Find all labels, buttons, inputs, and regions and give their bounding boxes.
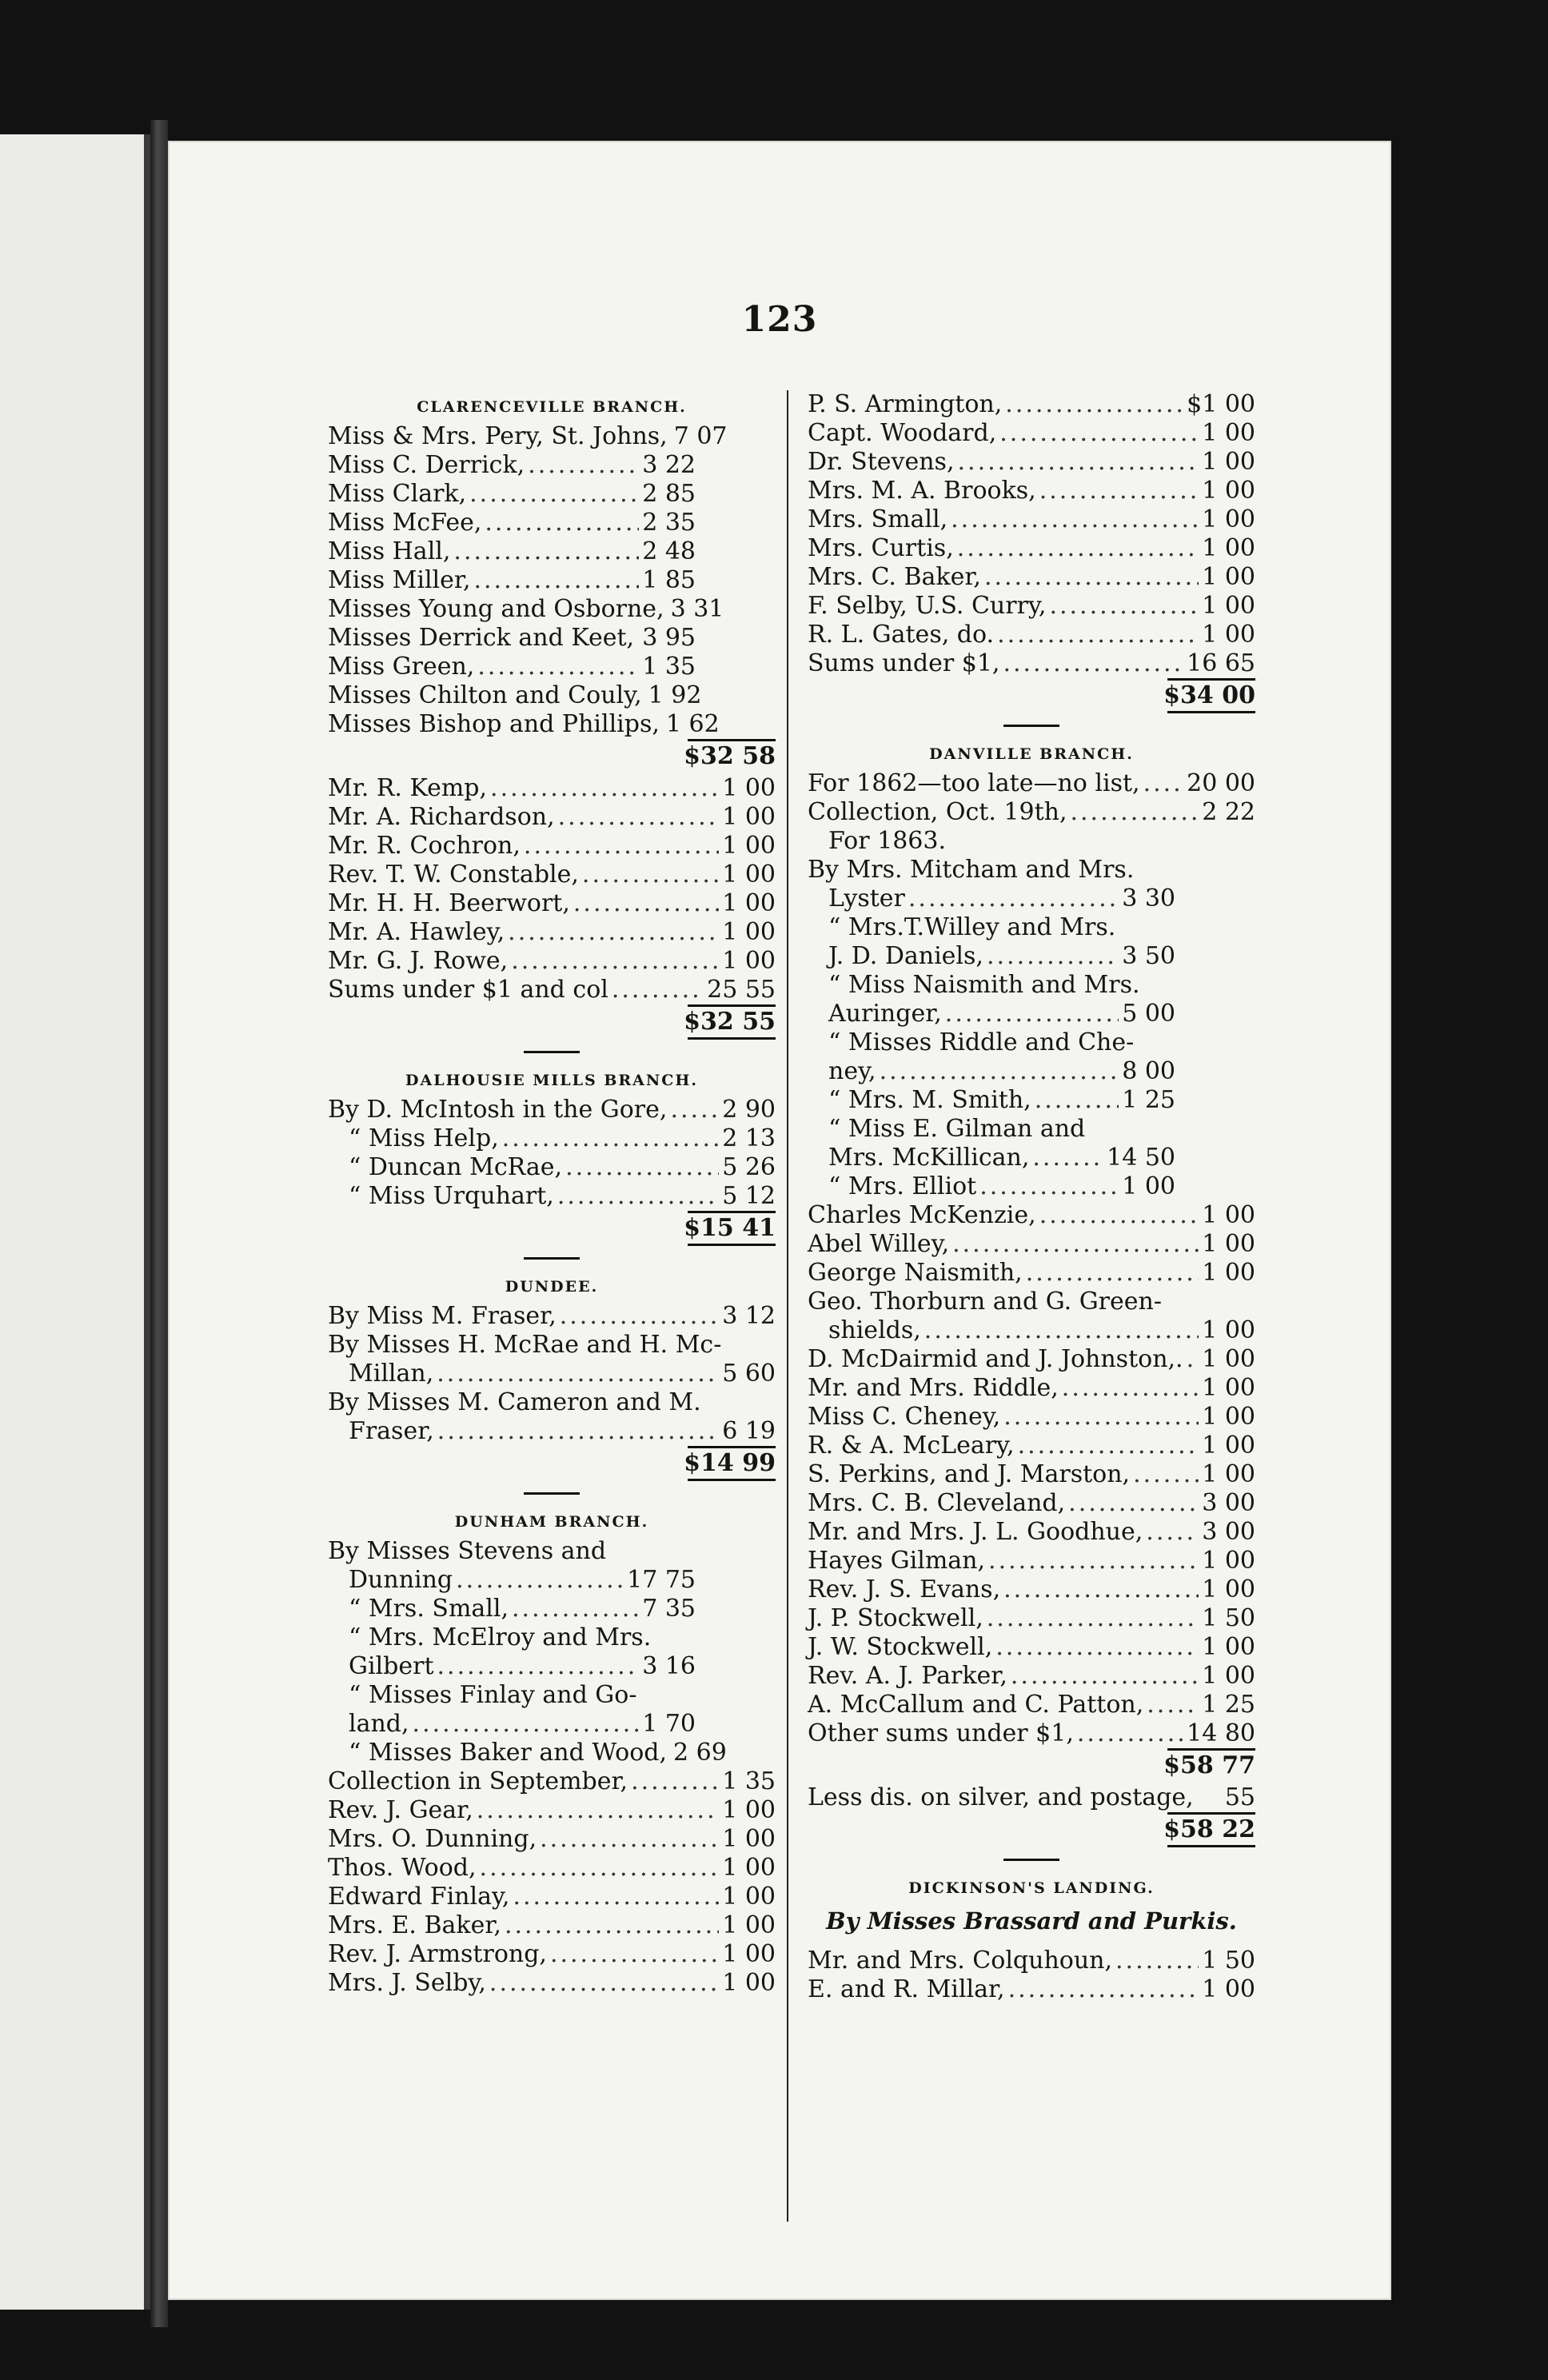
- list-item: [328, 1969, 776, 1998]
- entry-name: “ Mrs. Elliot: [828, 1172, 977, 1200]
- list-item: [808, 1662, 1255, 1691]
- entry-name: Dunning: [349, 1566, 453, 1594]
- section-heading-dickinson: DICKINSON'S LANDING.: [908, 1879, 1155, 1897]
- entry-amount: 1 00: [722, 1825, 776, 1853]
- list-item: [808, 1000, 1255, 1028]
- entry-name: Misses Chilton and Couly,: [328, 681, 642, 709]
- entry-amount: 1 00: [1202, 448, 1255, 476]
- list-item: [808, 1172, 1255, 1201]
- list-item: [328, 1124, 776, 1153]
- list-item: [328, 861, 776, 889]
- list-item: [328, 774, 776, 803]
- list-item: [808, 1719, 1255, 1748]
- entry-name: D. McDairmid and J. Johnston,.: [808, 1345, 1183, 1373]
- dundee-total: $14 99: [328, 1446, 776, 1481]
- list-item: [328, 681, 776, 710]
- section-divider: [328, 1481, 776, 1505]
- entry-name: “ Misses Riddle and Che-: [828, 1028, 1135, 1056]
- entry-name: A. McCallum and C. Patton,: [808, 1691, 1144, 1719]
- entry-amount: 1 00: [1202, 1633, 1255, 1661]
- entry-name: “ Misses Finlay and Go-: [349, 1681, 637, 1709]
- entry-name: Mrs. M. A. Brooks,: [808, 477, 1036, 505]
- list-item: [328, 889, 776, 918]
- column-rule: [787, 390, 788, 2222]
- entry-amount: 3 31: [670, 595, 724, 623]
- list-item: [808, 1057, 1255, 1086]
- section-divider: [328, 1246, 776, 1270]
- entry-name: Mr. and Mrs. Riddle,: [808, 1374, 1059, 1402]
- list-item: [328, 566, 776, 595]
- list-item: [808, 1633, 1255, 1662]
- entry-name: Rev. A. J. Parker,: [808, 1662, 1007, 1690]
- entry-name: Charles McKenzie,: [808, 1201, 1036, 1229]
- list-item: [328, 1681, 776, 1710]
- entry-amount: 1 50: [1202, 1947, 1255, 1975]
- list-item: [328, 480, 776, 509]
- list-item: [808, 1691, 1255, 1719]
- list-item: [328, 976, 776, 1004]
- entry-amount: 1 35: [722, 1767, 776, 1795]
- entry-name: J. W. Stockwell,: [808, 1633, 993, 1661]
- entry-name: Miss McFee,: [328, 509, 482, 537]
- list-item: [808, 798, 1255, 827]
- list-item: [808, 885, 1255, 913]
- entry-name: Mrs. C. Baker,: [808, 563, 981, 591]
- list-item: [328, 537, 776, 566]
- entry-name: land,: [349, 1710, 409, 1738]
- entry-amount: 8 00: [1122, 1057, 1175, 1085]
- list-item: [808, 1975, 1255, 2004]
- entry-name: By D. McIntosh in the Gore,: [328, 1096, 668, 1124]
- entry-name: Mr. A. Richardson,: [328, 803, 555, 831]
- entry-amount: 3 00: [1202, 1518, 1255, 1546]
- entry-name: Lyster: [828, 885, 905, 912]
- entry-amount: 2 35: [642, 509, 696, 537]
- entry-amount: 1 00: [1202, 621, 1255, 649]
- entry-amount: 1 70: [642, 1710, 696, 1738]
- section-heading-danville: DANVILLE BRANCH.: [929, 745, 1134, 763]
- entry-name: Mrs. O. Dunning,: [328, 1825, 537, 1853]
- entry-amount: 2 22: [1202, 798, 1255, 826]
- list-item: [328, 1623, 776, 1652]
- top-right-list: [808, 390, 1255, 678]
- list-item: [328, 509, 776, 537]
- entry-amount: 17 75: [627, 1566, 696, 1594]
- entry-amount: 16 65: [1187, 649, 1255, 677]
- entry-amount: 6 19: [722, 1417, 776, 1445]
- entry-name: Miss Hall,: [328, 537, 451, 565]
- entry-amount: 1 00: [722, 774, 776, 802]
- entry-amount: 1 00: [1202, 477, 1255, 505]
- entry-name: Mr. R. Kemp,: [328, 774, 488, 802]
- entry-name: Misses Young and Osborne,: [328, 595, 664, 623]
- entry-name: “ Mrs.T.Willey and Mrs.: [828, 913, 1116, 941]
- entry-name: “ Mrs. M. Smith,: [828, 1086, 1031, 1114]
- entry-amount: 5 60: [722, 1360, 776, 1388]
- entry-name: Miss Green,: [328, 653, 475, 681]
- list-item: [808, 1547, 1255, 1575]
- entry-amount: 1 00: [1202, 1662, 1255, 1690]
- entry-name: “ Mrs. Small,: [349, 1595, 509, 1623]
- entry-amount: 1 00: [1202, 1403, 1255, 1431]
- entry-name: Mr. G. J. Rowe,: [328, 947, 509, 975]
- dunham-list-2: [328, 1767, 776, 1998]
- entry-name: Mrs. E. Baker,: [328, 1911, 501, 1939]
- entry-name: Miss & Mrs. Pery, St. Johns,: [328, 422, 668, 450]
- entry-name: shields,: [828, 1316, 921, 1344]
- list-item: [328, 1652, 776, 1681]
- entry-name: P. S. Armington,: [808, 390, 1003, 418]
- entry-amount: 2 13: [722, 1124, 776, 1152]
- entry-amount: 7 07: [673, 422, 728, 450]
- list-item: [328, 1537, 776, 1566]
- entry-name: Mrs. J. Selby,: [328, 1969, 486, 1997]
- entry-amount: 1 25: [1122, 1086, 1175, 1114]
- entry-amount: 1 00: [722, 1854, 776, 1882]
- entry-name: Less dis. on silver, and postage,: [808, 1783, 1194, 1811]
- list-item: [328, 451, 776, 480]
- entry-amount: 1 00: [722, 918, 776, 946]
- book-spine: [150, 120, 168, 2327]
- list-item: [808, 1518, 1255, 1547]
- section-heading-dunham: DUNHAM BRANCH.: [454, 1513, 649, 1531]
- list-item: [808, 1604, 1255, 1633]
- list-item: [808, 1259, 1255, 1288]
- entry-name: “ Miss E. Gilman and: [828, 1115, 1086, 1143]
- entry-name: Rev. J. Armstrong,: [328, 1940, 547, 1968]
- entry-amount: 3 22: [642, 451, 696, 479]
- book-page: [168, 141, 1391, 2300]
- entry-amount: 20 00: [1187, 769, 1255, 797]
- entry-name: Abel Willey,: [808, 1230, 950, 1258]
- list-item: [808, 1575, 1255, 1604]
- entry-name: For 1863.: [828, 827, 946, 855]
- entry-name: J. P. Stockwell,: [808, 1604, 983, 1632]
- section-divider: [328, 1040, 776, 1064]
- entry-name: Mrs. McKillican,: [828, 1144, 1030, 1172]
- entry-amount: 2 90: [722, 1096, 776, 1124]
- list-item: [328, 422, 776, 451]
- entry-amount: 3 16: [642, 1652, 696, 1680]
- entry-amount: 1 00: [722, 889, 776, 917]
- clarenceville-total: $32 55: [328, 1004, 776, 1040]
- entry-amount: $1 00: [1187, 390, 1255, 418]
- entry-amount: 1 00: [1202, 563, 1255, 591]
- entry-amount: 1 00: [1202, 505, 1255, 533]
- entry-amount: 1 50: [1202, 1604, 1255, 1632]
- list-item: [328, 1331, 776, 1360]
- list-item: [328, 624, 776, 653]
- entry-amount: 1 00: [1202, 1575, 1255, 1603]
- entry-amount: 1 00: [722, 1883, 776, 1911]
- entry-name: By Misses M. Cameron and M.: [328, 1388, 701, 1416]
- entry-amount: 1 00: [1202, 1432, 1255, 1460]
- entry-amount: 25 55: [707, 976, 776, 1004]
- entry-name: Mr. R. Cochron,: [328, 832, 521, 860]
- list-item: [328, 1883, 776, 1911]
- entry-name: Dr. Stevens,: [808, 448, 955, 476]
- entry-amount: 1 00: [1202, 1460, 1255, 1488]
- entry-name: Rev. T. W. Constable,: [328, 861, 579, 889]
- entry-name: Edward Finlay,: [328, 1883, 510, 1911]
- list-item: [328, 653, 776, 681]
- entry-amount: 1 00: [1202, 1374, 1255, 1402]
- entry-amount: 1 62: [665, 710, 720, 738]
- list-item: [328, 1388, 776, 1417]
- entry-name: For 1862—too late—no list,: [808, 769, 1140, 797]
- section-divider: [808, 1847, 1255, 1871]
- list-item: [808, 1403, 1255, 1432]
- entry-name: Collection, Oct. 19th,: [808, 798, 1067, 826]
- entry-amount: 5 26: [722, 1153, 776, 1181]
- entry-amount: 2 85: [642, 480, 696, 508]
- list-item: [328, 947, 776, 976]
- entry-name: F. Selby, U.S. Curry,: [808, 592, 1047, 620]
- list-item: [808, 913, 1255, 942]
- entry-amount: 3 12: [722, 1302, 776, 1330]
- list-item: [328, 1595, 776, 1623]
- list-item: [808, 1230, 1255, 1259]
- entry-name: Millan,: [349, 1360, 434, 1388]
- entry-name: Auringer,: [828, 1000, 942, 1028]
- entry-name: Hayes Gilman,: [808, 1547, 986, 1575]
- list-item: [328, 1360, 776, 1388]
- entry-name: Miss Miller,: [328, 566, 471, 594]
- entry-amount: 14 80: [1187, 1719, 1255, 1747]
- entry-name: Mr. and Mrs. J. L. Goodhue,: [808, 1518, 1143, 1546]
- list-item: [808, 1316, 1255, 1345]
- list-item: [808, 477, 1255, 505]
- entry-name: “ Duncan McRae,: [349, 1153, 563, 1181]
- list-item: [328, 1417, 776, 1446]
- dalhousie-total: $15 41: [328, 1211, 776, 1246]
- entry-amount: 3 30: [1122, 885, 1175, 912]
- entry-name: George Naismith,: [808, 1259, 1023, 1287]
- section-heading-dundee: DUNDEE.: [505, 1278, 599, 1296]
- list-item: [328, 1182, 776, 1211]
- entry-name: E. and R. Millar,: [808, 1975, 1005, 2003]
- entry-name: By Miss M. Fraser,: [328, 1302, 557, 1330]
- left-column: [328, 390, 776, 1998]
- entry-amount: 3 95: [642, 624, 696, 652]
- list-item: [328, 1796, 776, 1825]
- entry-name: Mr. A. Hawley,: [328, 918, 505, 946]
- list-item: [808, 1432, 1255, 1460]
- entry-name: Miss C. Derrick,: [328, 451, 525, 479]
- danville-list: [808, 769, 1255, 1201]
- list-item: [328, 1096, 776, 1124]
- list-item: [808, 1201, 1255, 1230]
- entry-name: Mrs. Small,: [808, 505, 948, 533]
- dalhousie-list: [328, 1096, 776, 1211]
- entry-name: Misses Bishop and Phillips,: [328, 710, 660, 738]
- entry-amount: 55: [1224, 1783, 1255, 1811]
- list-item: [808, 505, 1255, 534]
- entry-name: Collection in September,: [328, 1767, 628, 1795]
- entry-name: J. D. Daniels,: [828, 942, 983, 970]
- entry-amount: 1 00: [722, 803, 776, 831]
- entry-name: “ Miss Naismith and Mrs.: [828, 971, 1140, 999]
- entry-amount: 7 35: [642, 1595, 696, 1623]
- entry-name: S. Perkins, and J. Marston,: [808, 1460, 1131, 1488]
- entry-name: By Mrs. Mitcham and Mrs.: [808, 856, 1135, 884]
- list-item: [808, 1115, 1255, 1144]
- right-column: [808, 390, 1255, 2004]
- list-item: [808, 1489, 1255, 1518]
- entry-name: R. L. Gates, do.: [808, 621, 995, 649]
- list-item: [808, 592, 1255, 621]
- list-item: [808, 1144, 1255, 1172]
- section-divider: [808, 713, 1255, 737]
- list-item: [328, 1854, 776, 1883]
- list-item: [808, 769, 1255, 798]
- entry-amount: 1 00: [1202, 1316, 1255, 1344]
- entry-amount: 1 00: [722, 832, 776, 860]
- entry-amount: 3 50: [1122, 942, 1175, 970]
- entry-amount: 1 25: [1202, 1691, 1255, 1719]
- danville-total: $58 77: [808, 1748, 1255, 1783]
- list-item: [808, 390, 1255, 419]
- list-item: [808, 649, 1255, 678]
- entry-name: Rev. J. S. Evans,: [808, 1575, 1001, 1603]
- list-item: [808, 856, 1255, 885]
- list-item: [328, 1739, 776, 1767]
- list-item: [328, 1940, 776, 1969]
- entry-name: By Misses H. McRae and H. Mc-: [328, 1331, 722, 1359]
- list-item: [328, 1911, 776, 1940]
- entry-amount: 3 00: [1202, 1489, 1255, 1517]
- list-item: [328, 1566, 776, 1595]
- entry-name: Misses Derrick and Keet,: [328, 624, 635, 652]
- danville-list-2: [808, 1201, 1255, 1748]
- list-item: [328, 1153, 776, 1182]
- entry-name: Sums under $1 and col: [328, 976, 608, 1004]
- entry-name: Capt. Woodard,: [808, 419, 997, 447]
- entry-amount: 2 69: [673, 1739, 727, 1767]
- top-right-total: $34 00: [808, 678, 1255, 713]
- entry-amount: 1 00: [722, 1796, 776, 1824]
- clarenceville-list: [328, 422, 776, 739]
- list-item: [808, 448, 1255, 477]
- entry-amount: 1 92: [648, 681, 702, 709]
- entry-name: Mrs. C. B. Cleveland,: [808, 1489, 1066, 1517]
- entry-amount: 1 00: [722, 861, 776, 889]
- list-item: [328, 1767, 776, 1796]
- entry-amount: 5 12: [722, 1182, 776, 1210]
- list-item: [808, 563, 1255, 592]
- entry-amount: 1 00: [1122, 1172, 1175, 1200]
- list-item: [808, 942, 1255, 971]
- list-item: [808, 1028, 1255, 1057]
- entry-name: R. & A. McLeary,: [808, 1432, 1015, 1460]
- entry-name: Mrs. Curtis,: [808, 534, 954, 562]
- dundee-list: [328, 1302, 776, 1446]
- section-subheading-dickinson: By Misses Brassard and Purkis.: [826, 1907, 1237, 1935]
- danville-net-total: $58 22: [808, 1812, 1255, 1847]
- list-item: [808, 971, 1255, 1000]
- list-item: [808, 1086, 1255, 1115]
- entry-name: “ Mrs. McElroy and Mrs.: [349, 1623, 652, 1651]
- entry-name: Mr. H. H. Beerwort,: [328, 889, 570, 917]
- list-item: [328, 918, 776, 947]
- entry-amount: 1 00: [1202, 419, 1255, 447]
- entry-amount: 1 00: [1202, 1230, 1255, 1258]
- entry-name: Miss Clark,: [328, 480, 467, 508]
- entry-name: Miss C. Cheney,: [808, 1403, 1001, 1431]
- list-item: [808, 1460, 1255, 1489]
- entry-amount: 1 35: [642, 653, 696, 681]
- list-item: [808, 419, 1255, 448]
- list-item: [328, 710, 776, 739]
- entry-name: Mr. and Mrs. Colquhoun,: [808, 1947, 1113, 1975]
- list-item: [328, 1302, 776, 1331]
- entry-name: Thos. Wood,: [328, 1854, 477, 1882]
- list-item: [328, 1710, 776, 1739]
- list-item: [808, 1374, 1255, 1403]
- dickinson-list: [808, 1947, 1255, 2004]
- danville-less-row: [808, 1783, 1255, 1812]
- entry-name: “ Miss Urquhart,: [349, 1182, 554, 1210]
- list-item: [808, 621, 1255, 649]
- entry-name: Fraser,: [349, 1417, 434, 1445]
- section-heading-clarenceville: CLARENCEVILLE BRANCH.: [417, 398, 687, 416]
- list-item: [328, 595, 776, 624]
- list-item: [328, 832, 776, 861]
- list-item: [808, 1947, 1255, 1975]
- entry-name: Rev. J. Gear,: [328, 1796, 473, 1824]
- entry-amount: 1 00: [1202, 1547, 1255, 1575]
- clarenceville-list-2: [328, 774, 776, 1004]
- list-item: [808, 1288, 1255, 1316]
- entry-amount: 14 50: [1107, 1144, 1175, 1172]
- list-item: [808, 534, 1255, 563]
- entry-amount: 1 00: [1202, 534, 1255, 562]
- dunham-list: [328, 1537, 776, 1767]
- list-item: [808, 1345, 1255, 1374]
- entry-name: Geo. Thorburn and G. Green-: [808, 1288, 1162, 1316]
- entry-amount: 1 00: [722, 1969, 776, 1997]
- section-heading-dalhousie: DALHOUSIE MILLS BRANCH.: [405, 1072, 698, 1089]
- entry-amount: 5 00: [1122, 1000, 1175, 1028]
- entry-amount: 1 00: [1202, 1259, 1255, 1287]
- entry-name: “ Misses Baker and Wood,: [349, 1739, 668, 1767]
- clarenceville-subtotal: $32 58: [328, 739, 776, 774]
- entry-name: “ Miss Help,: [349, 1124, 499, 1152]
- entry-name: By Misses Stevens and: [328, 1537, 607, 1565]
- adjacent-page-edge: [0, 134, 150, 2310]
- entry-amount: 1 00: [722, 947, 776, 975]
- page-number: 123: [741, 299, 818, 340]
- list-item: [808, 827, 1255, 856]
- list-item: [328, 1825, 776, 1854]
- entry-name: Sums under $1,: [808, 649, 1000, 677]
- entry-amount: 2 48: [642, 537, 696, 565]
- entry-amount: 1 00: [722, 1940, 776, 1968]
- entry-amount: 1 85: [642, 566, 696, 594]
- entry-amount: 1 00: [1202, 1345, 1255, 1373]
- entry-amount: 1 00: [722, 1911, 776, 1939]
- entry-amount: 1 00: [1202, 1975, 1255, 2003]
- list-item: [328, 803, 776, 832]
- entry-name: ney,: [828, 1057, 876, 1085]
- entry-name: Gilbert: [349, 1652, 434, 1680]
- entry-amount: 1 00: [1202, 1201, 1255, 1229]
- entry-name: Other sums under $1,: [808, 1719, 1074, 1747]
- entry-amount: 1 00: [1202, 592, 1255, 620]
